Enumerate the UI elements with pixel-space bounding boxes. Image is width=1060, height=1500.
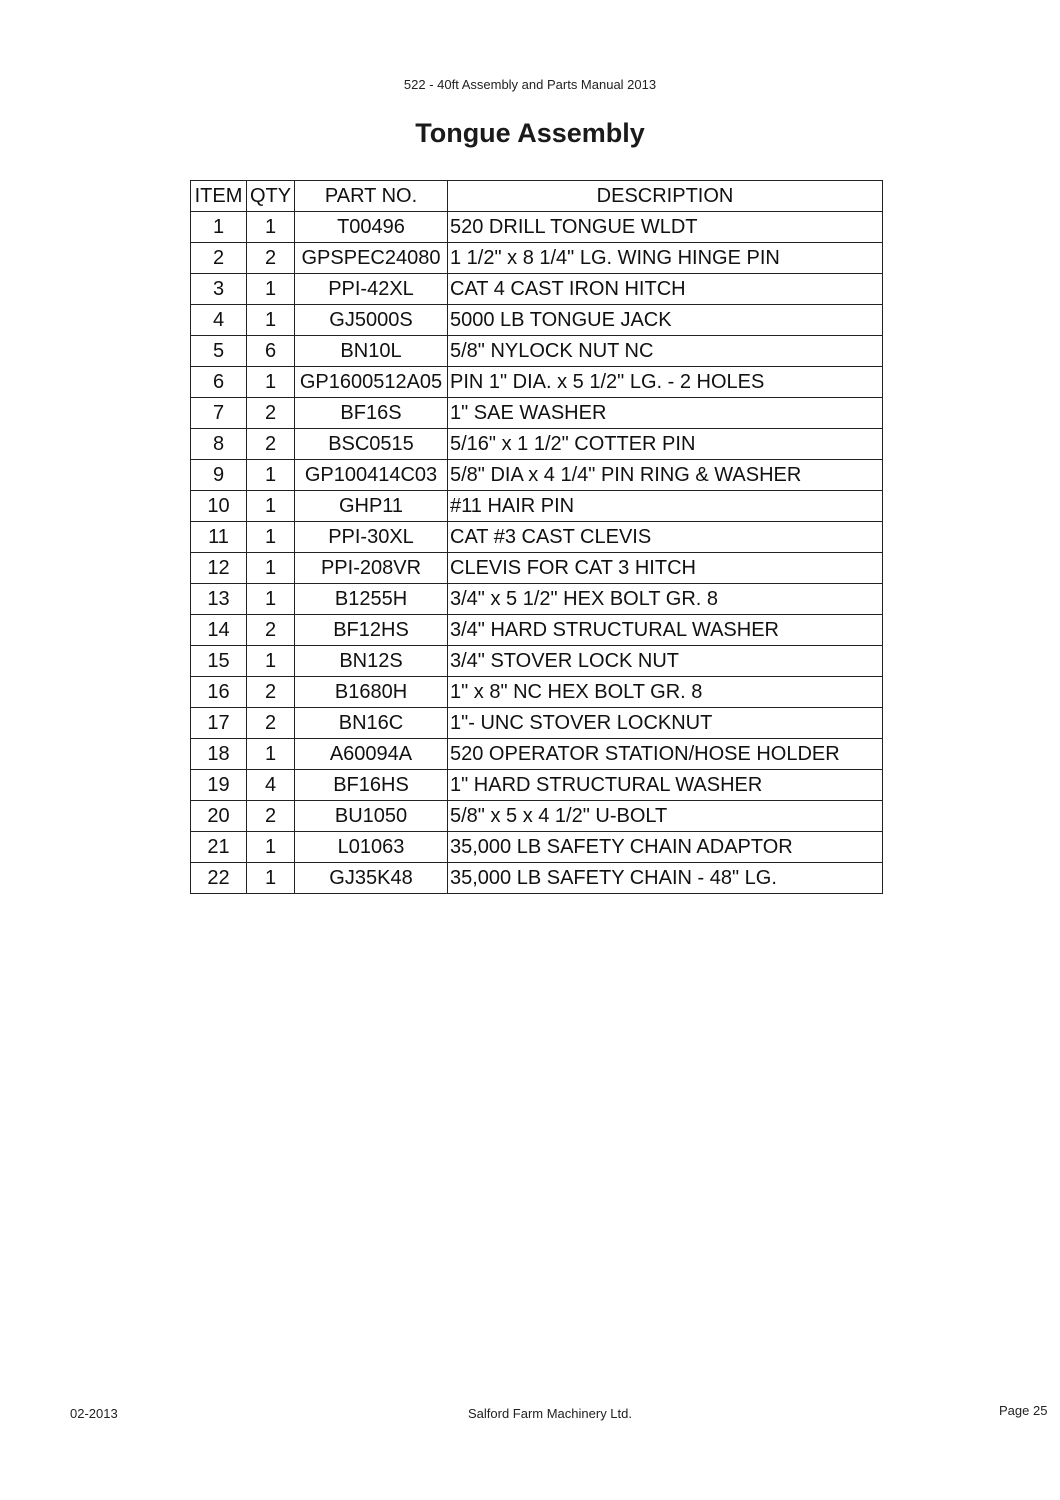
column-header-description: DESCRIPTION [448,181,883,212]
table-row [191,708,883,739]
footer-page-number: Page 25 [999,1403,1048,1418]
part-number-cell: BN10L [295,336,448,367]
quantity-cell: 2 [247,677,295,708]
item-number-cell: 6 [191,367,247,398]
description-cell: 3/4" x 5 1/2" HEX BOLT GR. 8 [448,584,883,615]
item-number-cell: 1 [191,212,247,243]
description-cell: 1" HARD STRUCTURAL WASHER [448,770,883,801]
item-number-cell: 19 [191,770,247,801]
part-number-cell: B1255H [295,584,448,615]
description-cell: 520 OPERATOR STATION/HOSE HOLDER [448,739,883,770]
quantity-cell: 2 [247,243,295,274]
part-number-cell: BF16S [295,398,448,429]
quantity-cell: 1 [247,212,295,243]
part-number-cell: GPSPEC24080 [295,243,448,274]
quantity-cell: 2 [247,801,295,832]
item-number-cell: 12 [191,553,247,584]
item-number-cell: 4 [191,305,247,336]
table-header-row [191,181,883,212]
footer-date: 02-2013 [70,1406,118,1421]
table-row [191,274,883,305]
part-number-cell: BF16HS [295,770,448,801]
table-row [191,863,883,894]
item-number-cell: 11 [191,522,247,553]
item-number-cell: 9 [191,460,247,491]
item-number-cell: 13 [191,584,247,615]
part-number-cell: PPI-208VR [295,553,448,584]
part-number-cell: BSC0515 [295,429,448,460]
part-number-cell: A60094A [295,739,448,770]
item-number-cell: 2 [191,243,247,274]
table-row [191,243,883,274]
quantity-cell: 1 [247,739,295,770]
manual-header: 522 - 40ft Assembly and Parts Manual 2013 [403,77,657,92]
page-title: Tongue Assembly [415,118,645,148]
table-row [191,832,883,863]
quantity-cell: 1 [247,832,295,863]
quantity-cell: 6 [247,336,295,367]
quantity-cell: 2 [247,429,295,460]
part-number-cell: BF12HS [295,615,448,646]
quantity-cell: 1 [247,367,295,398]
table-row [191,336,883,367]
table-row [191,491,883,522]
description-cell: 1"- UNC STOVER LOCKNUT [448,708,883,739]
quantity-cell: 1 [247,584,295,615]
quantity-cell: 2 [247,398,295,429]
description-cell: 520 DRILL TONGUE WLDT [448,212,883,243]
item-number-cell: 14 [191,615,247,646]
item-number-cell: 8 [191,429,247,460]
part-number-cell: GJ5000S [295,305,448,336]
description-cell: 5000 LB TONGUE JACK [448,305,883,336]
quantity-cell: 1 [247,460,295,491]
part-number-cell: PPI-42XL [295,274,448,305]
table-row [191,212,883,243]
item-number-cell: 16 [191,677,247,708]
quantity-cell: 2 [247,708,295,739]
item-number-cell: 5 [191,336,247,367]
table-row [191,801,883,832]
column-header-qty: QTY [247,181,295,212]
description-cell: 1 1/2" x 8 1/4" LG. WING HINGE PIN [448,243,883,274]
part-number-cell: BU1050 [295,801,448,832]
description-cell: 5/8" x 5 x 4 1/2" U-BOLT [448,801,883,832]
quantity-cell: 1 [247,863,295,894]
part-number-cell: BN16C [295,708,448,739]
part-number-cell: BN12S [295,646,448,677]
item-number-cell: 15 [191,646,247,677]
table-row [191,398,883,429]
table-row [191,770,883,801]
quantity-cell: 1 [247,522,295,553]
column-header-part-no: PART NO. [295,181,448,212]
part-number-cell: GP100414C03 [295,460,448,491]
description-cell: 5/8" NYLOCK NUT NC [448,336,883,367]
description-cell: 3/4" HARD STRUCTURAL WASHER [448,615,883,646]
item-number-cell: 21 [191,832,247,863]
table-row [191,460,883,491]
description-cell: 35,000 LB SAFETY CHAIN ADAPTOR [448,832,883,863]
quantity-cell: 1 [247,491,295,522]
table-row [191,305,883,336]
part-number-cell: PPI-30XL [295,522,448,553]
table-row [191,553,883,584]
part-number-cell: GHP11 [295,491,448,522]
item-number-cell: 10 [191,491,247,522]
part-number-cell: GJ35K48 [295,863,448,894]
part-number-cell: GP1600512A05 [295,367,448,398]
description-cell: #11 HAIR PIN [448,491,883,522]
part-number-cell: L01063 [295,832,448,863]
description-cell: CAT 4 CAST IRON HITCH [448,274,883,305]
table-row [191,646,883,677]
description-cell: 3/4" STOVER LOCK NUT [448,646,883,677]
description-cell: 5/8" DIA x 4 1/4" PIN RING & WASHER [448,460,883,491]
description-cell: PIN 1" DIA. x 5 1/2" LG. - 2 HOLES [448,367,883,398]
footer-company: Salford Farm Machinery Ltd. [467,1406,632,1421]
item-number-cell: 7 [191,398,247,429]
quantity-cell: 2 [247,615,295,646]
parts-table [190,180,883,894]
description-cell: 1" SAE WASHER [448,398,883,429]
quantity-cell: 1 [247,553,295,584]
quantity-cell: 1 [247,305,295,336]
table-row [191,522,883,553]
table-row [191,584,883,615]
description-cell: 1" x 8" NC HEX BOLT GR. 8 [448,677,883,708]
description-cell: 35,000 LB SAFETY CHAIN - 48" LG. [448,863,883,894]
table-row [191,739,883,770]
quantity-cell: 1 [247,274,295,305]
item-number-cell: 3 [191,274,247,305]
quantity-cell: 1 [247,646,295,677]
parts-table-body [191,212,883,894]
quantity-cell: 4 [247,770,295,801]
item-number-cell: 20 [191,801,247,832]
item-number-cell: 17 [191,708,247,739]
table-row [191,677,883,708]
item-number-cell: 22 [191,863,247,894]
description-cell: 5/16" x 1 1/2" COTTER PIN [448,429,883,460]
description-cell: CAT #3 CAST CLEVIS [448,522,883,553]
part-number-cell: B1680H [295,677,448,708]
column-header-item: ITEM [191,181,247,212]
table-row [191,367,883,398]
part-number-cell: T00496 [295,212,448,243]
description-cell: CLEVIS FOR CAT 3 HITCH [448,553,883,584]
table-row [191,429,883,460]
table-row [191,615,883,646]
item-number-cell: 18 [191,739,247,770]
